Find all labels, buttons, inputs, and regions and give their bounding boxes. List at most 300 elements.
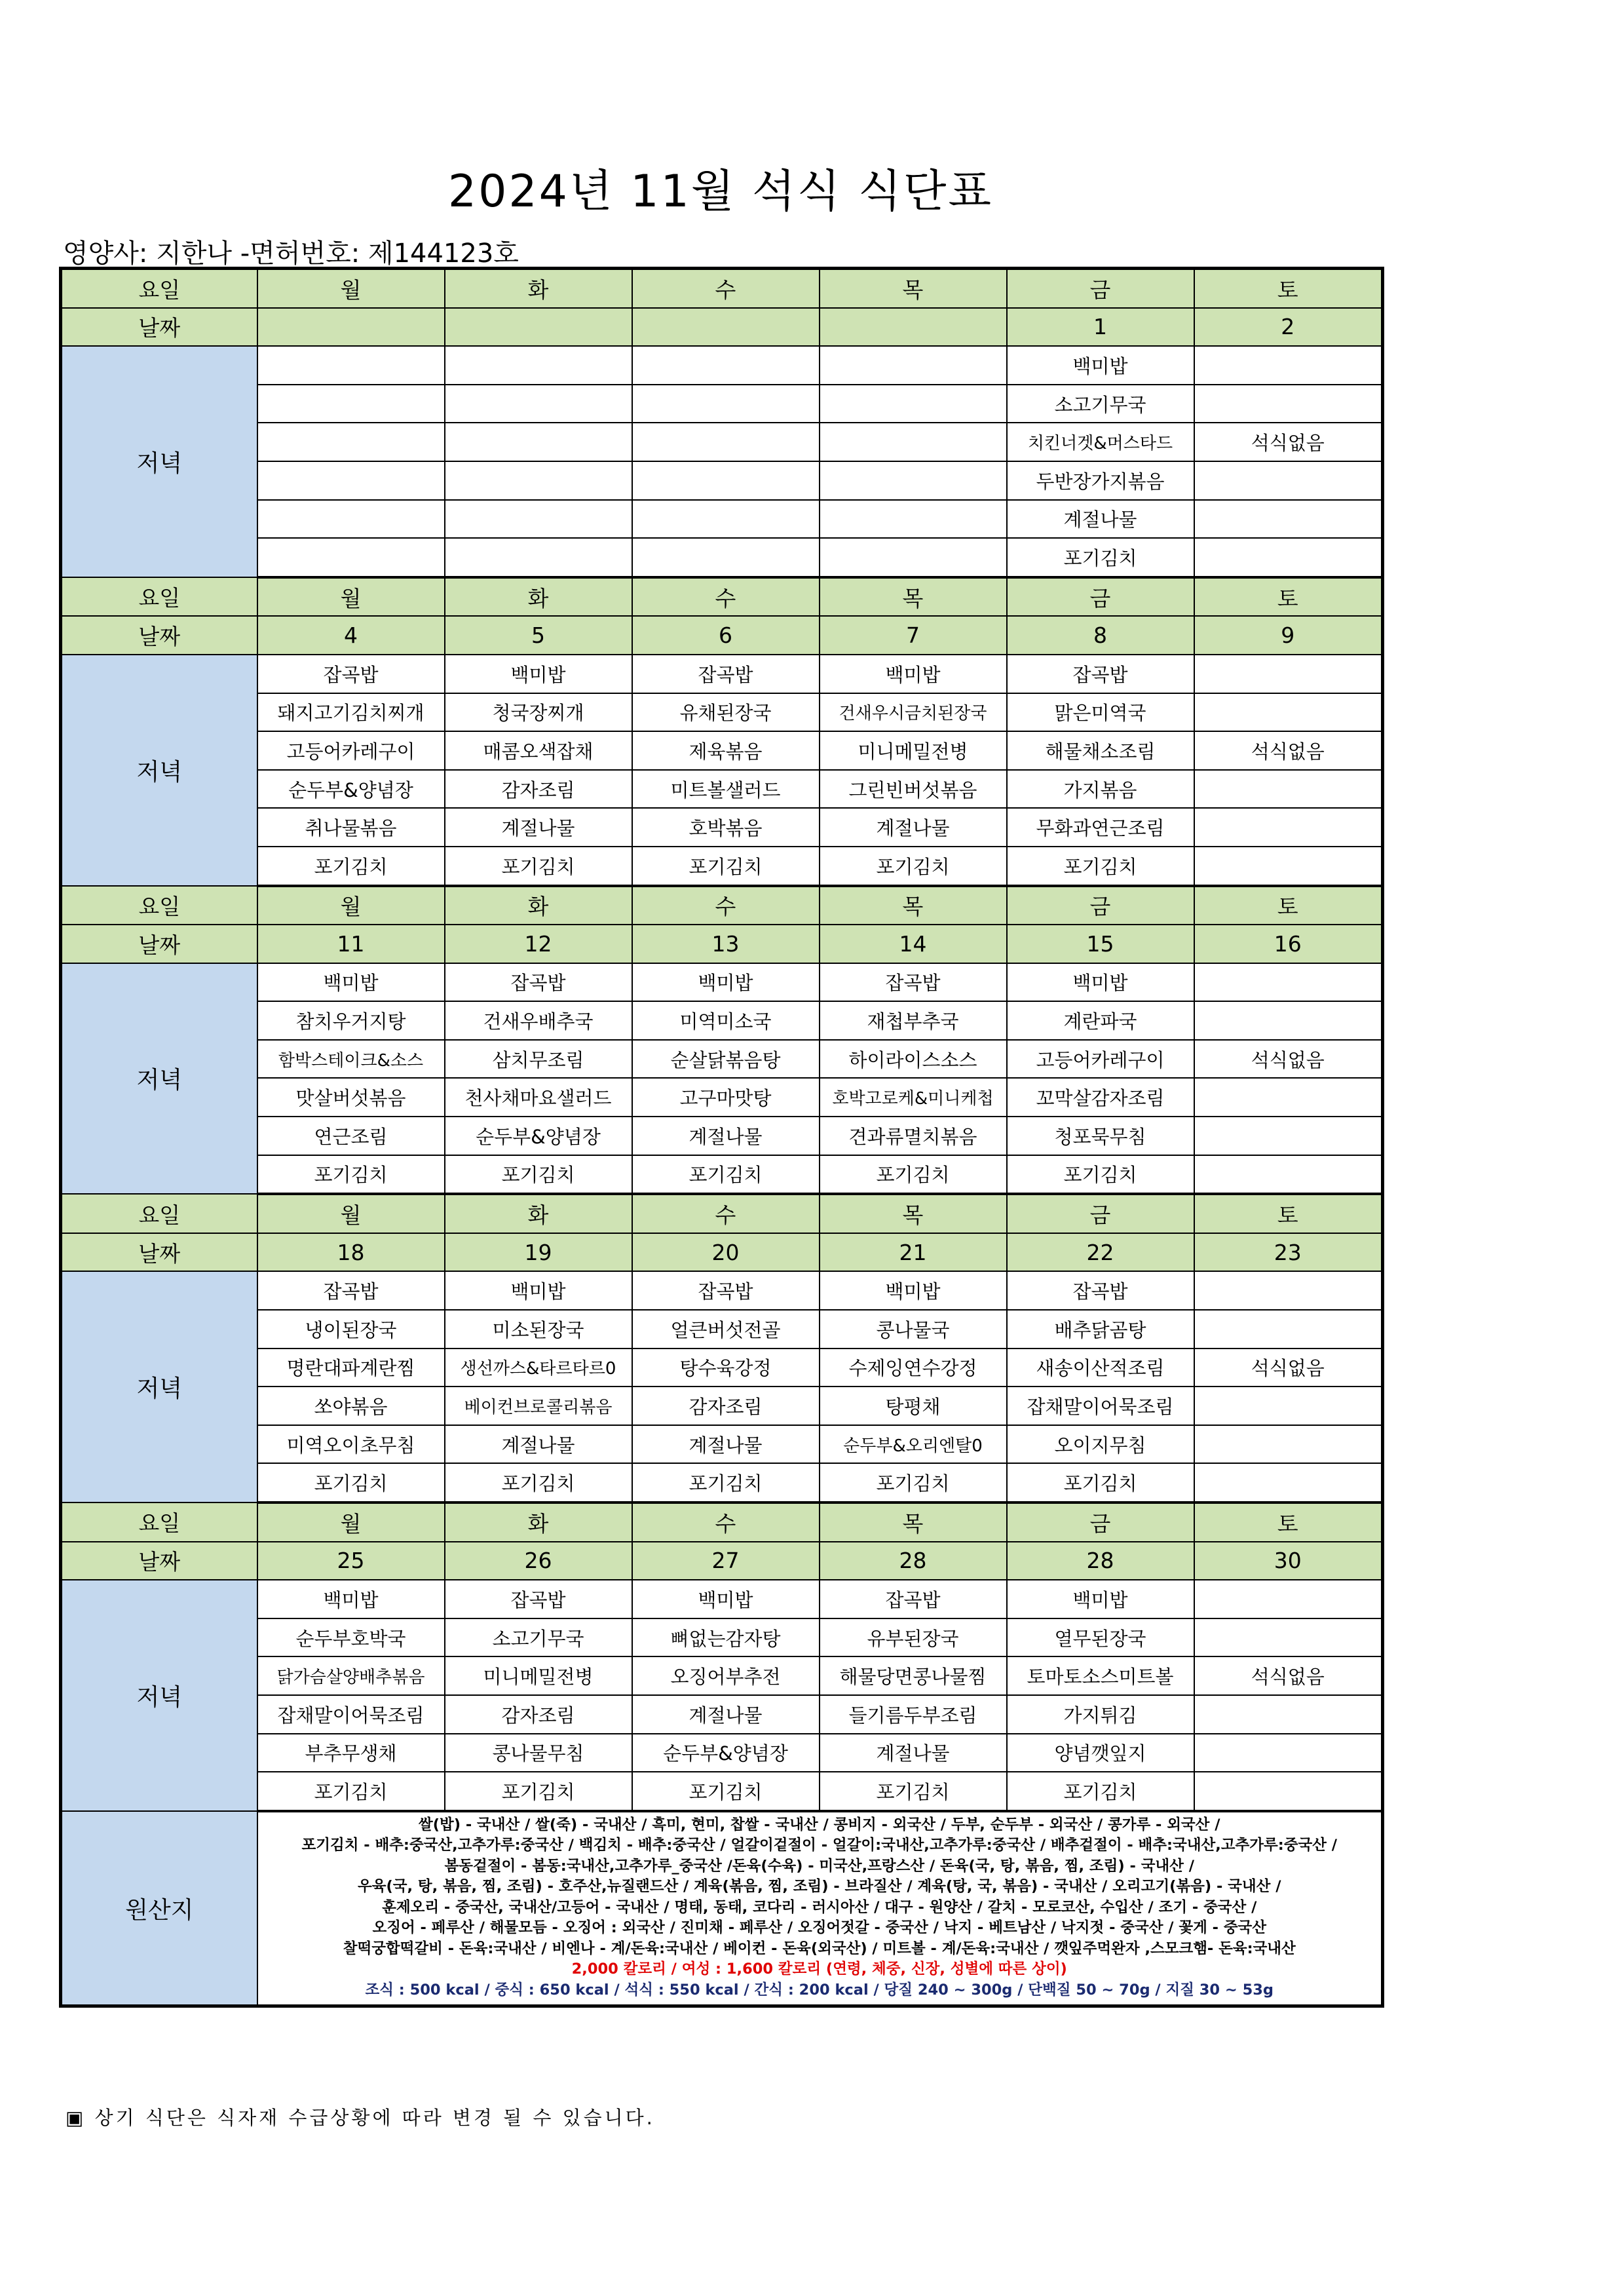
menu-item: 백미밥 xyxy=(445,1271,632,1310)
menu-item xyxy=(1194,1425,1383,1464)
menu-row xyxy=(61,1001,1383,1040)
menu-item: 호박고로케&미니케첩 xyxy=(820,1078,1007,1117)
menu-item: 소고기무국 xyxy=(445,1618,632,1657)
menu-row xyxy=(61,538,1383,577)
menu-row xyxy=(61,963,1383,1002)
dinner-label: 저녁 xyxy=(61,1580,257,1811)
menu-row xyxy=(61,1271,1383,1310)
date-cell: 30 xyxy=(1194,1542,1383,1580)
date-cell: 5 xyxy=(445,616,632,655)
menu-item: 쏘야볶음 xyxy=(257,1387,445,1425)
menu-item: 그린빈버섯볶음 xyxy=(820,770,1007,809)
weekday-cell: 수 xyxy=(632,1502,820,1542)
weekday-cell: 금 xyxy=(1007,269,1194,308)
date-cell: 1 xyxy=(1007,308,1194,347)
weekday-cell: 목 xyxy=(820,1502,1007,1542)
dinner-label: 저녁 xyxy=(61,1271,257,1502)
menu-item: 잡곡밥 xyxy=(257,1271,445,1310)
menu-item xyxy=(1194,808,1383,847)
menu-item xyxy=(1194,385,1383,423)
origin-line: 우육(국, 탕, 볶음, 찜, 조림) - 호주산,뉴질랜드산 / 계육(볶음, 찜, 조림) - 브라질산 / 계육(탕, 국, 볶음) - 국내산 / 오리고기(볶음) - 국내산 / xyxy=(358,1878,1281,1896)
menu-item: 해물당면콩나물찜 xyxy=(820,1656,1007,1695)
menu-item: 포기김치 xyxy=(632,1155,820,1195)
menu-item: 두반장가지볶음 xyxy=(1007,461,1194,500)
page-title: 2024년 11월 석식 식단표 xyxy=(447,166,994,218)
menu-item: 순두부호박국 xyxy=(257,1618,445,1657)
date-cell: 18 xyxy=(257,1233,445,1272)
menu-item xyxy=(1194,693,1383,732)
menu-item: 잡곡밥 xyxy=(820,963,1007,1002)
menu-item: 계절나물 xyxy=(632,1117,820,1155)
menu-item: 순살닭볶음탕 xyxy=(632,1040,820,1079)
origin-line: 훈제오리 - 중국산, 국내산/고등어 - 국내산 / 명태, 동태, 코다리 - 러시아산 / 대구 - 원양산 / 갈치 - 모로코산, 수입산 / 조기 - 중국산 / xyxy=(382,1898,1257,1916)
menu-item: 백미밥 xyxy=(1007,963,1194,1002)
date-cell: 9 xyxy=(1194,616,1383,655)
date-cell: 28 xyxy=(1007,1542,1194,1580)
menu-item: 천사채마요샐러드 xyxy=(445,1078,632,1117)
menu-row xyxy=(61,770,1383,809)
date-row xyxy=(61,1542,1383,1580)
menu-item: 미역오이초무침 xyxy=(257,1425,445,1464)
menu-item: 계란파국 xyxy=(1007,1001,1194,1040)
date-cell: 26 xyxy=(445,1542,632,1580)
menu-item: 콩나물국 xyxy=(820,1310,1007,1349)
weekday-cell: 토 xyxy=(1194,886,1383,925)
menu-item xyxy=(820,346,1007,385)
menu-item: 뼈없는감자탕 xyxy=(632,1618,820,1657)
date-row xyxy=(61,308,1383,347)
menu-row xyxy=(61,1656,1383,1695)
weekday-cell: 화 xyxy=(445,1194,632,1233)
menu-item: 순두부&양념장 xyxy=(445,1117,632,1155)
menu-item: 함박스테이크&소스 xyxy=(257,1040,445,1079)
menu-item xyxy=(632,423,820,461)
menu-item: 소고기무국 xyxy=(1007,385,1194,423)
menu-item: 잡곡밥 xyxy=(257,655,445,693)
menu-item: 감자조림 xyxy=(445,770,632,809)
menu-item: 고등어카레구이 xyxy=(1007,1040,1194,1079)
menu-table xyxy=(59,267,1384,2008)
menu-row xyxy=(61,808,1383,847)
menu-item: 토마토소스미트볼 xyxy=(1007,1656,1194,1695)
menu-item: 백미밥 xyxy=(445,655,632,693)
menu-item: 맑은미역국 xyxy=(1007,693,1194,732)
menu-item xyxy=(1194,1463,1383,1502)
menu-row xyxy=(61,1772,1383,1811)
menu-item: 포기김치 xyxy=(445,1463,632,1502)
menu-item: 백미밥 xyxy=(257,1580,445,1618)
menu-item xyxy=(1194,1580,1383,1618)
menu-item: 포기김치 xyxy=(632,1772,820,1811)
date-cell: 15 xyxy=(1007,925,1194,963)
menu-item: 명란대파계란찜 xyxy=(257,1349,445,1387)
menu-item: 취나물볶음 xyxy=(257,808,445,847)
origin-line: 오징어 - 페루산 / 해물모듬 - 오징어 : 외국산 / 진미채 - 페루산 / 오징어젓갈 - 중국산 / 낙지 - 베트남산 / 낙지젓 - 중국산 / 꽃게 - 중국산 xyxy=(372,1919,1267,1937)
menu-item xyxy=(820,461,1007,500)
menu-item: 백미밥 xyxy=(632,1580,820,1618)
menu-item: 탕수육강정 xyxy=(632,1349,820,1387)
menu-item: 콩나물무침 xyxy=(445,1734,632,1772)
date-cell: 28 xyxy=(820,1542,1007,1580)
menu-item: 열무된장국 xyxy=(1007,1618,1194,1657)
menu-item: 베이컨브로콜리볶음 xyxy=(445,1387,632,1425)
menu-item: 석식없음 xyxy=(1194,1349,1383,1387)
menu-row xyxy=(61,1310,1383,1349)
menu-item: 연근조림 xyxy=(257,1117,445,1155)
menu-item: 가지튀김 xyxy=(1007,1695,1194,1734)
menu-item: 재첩부추국 xyxy=(820,1001,1007,1040)
weekday-cell: 금 xyxy=(1007,1194,1194,1233)
menu-item: 치킨너겟&머스타드 xyxy=(1007,423,1194,461)
menu-item xyxy=(1194,1695,1383,1734)
menu-item xyxy=(1194,1078,1383,1117)
menu-row xyxy=(61,1425,1383,1464)
weekday-cell: 월 xyxy=(257,886,445,925)
menu-item xyxy=(1194,1734,1383,1772)
menu-item xyxy=(445,538,632,577)
menu-row xyxy=(61,461,1383,500)
menu-item: 포기김치 xyxy=(445,847,632,886)
menu-row xyxy=(61,1155,1383,1195)
weekday-row xyxy=(61,886,1383,925)
menu-item: 백미밥 xyxy=(1007,1580,1194,1618)
date-cell: 23 xyxy=(1194,1233,1383,1272)
menu-item xyxy=(820,385,1007,423)
menu-row xyxy=(61,731,1383,770)
menu-item: 석식없음 xyxy=(1194,731,1383,770)
menu-item: 석식없음 xyxy=(1194,1656,1383,1695)
menu-item: 해물채소조림 xyxy=(1007,731,1194,770)
menu-item: 잡곡밥 xyxy=(1007,1271,1194,1310)
weekday-cell: 목 xyxy=(820,886,1007,925)
menu-item: 백미밥 xyxy=(1007,346,1194,385)
menu-item: 백미밥 xyxy=(820,655,1007,693)
menu-item: 얼큰버섯전골 xyxy=(632,1310,820,1349)
date-cell: 27 xyxy=(632,1542,820,1580)
weekday-cell: 토 xyxy=(1194,1502,1383,1542)
menu-item: 미소된장국 xyxy=(445,1310,632,1349)
calorie-line: 2,000 칼로리 / 여성 : 1,600 칼로리 (연령, 체중, 신장, 성별에 따른 상이) xyxy=(571,1961,1067,1978)
menu-item: 닭가슴살양배추볶음 xyxy=(257,1656,445,1695)
menu-item: 순두부&양념장 xyxy=(632,1734,820,1772)
menu-item xyxy=(632,346,820,385)
origin-line: 찰떡궁합떡갈비 - 돈육:국내산 / 비엔나 - 계/돈육:국내산 / 베이컨 - 돈육(외국산) / 미트볼 - 계/돈육:국내산 / 깻잎주먹완자 ,스모크햄- 돈육:국내산 xyxy=(343,1940,1296,1957)
weekday-cell: 금 xyxy=(1007,577,1194,617)
weekday-cell: 금 xyxy=(1007,1502,1194,1542)
weekday-cell: 수 xyxy=(632,1194,820,1233)
date-cell: 20 xyxy=(632,1233,820,1272)
menu-item: 삼치무조림 xyxy=(445,1040,632,1079)
menu-row xyxy=(61,1695,1383,1734)
menu-item: 건새우배추국 xyxy=(445,1001,632,1040)
menu-item: 포기김치 xyxy=(445,1155,632,1195)
menu-item: 고등어카레구이 xyxy=(257,731,445,770)
menu-item: 돼지고기김치찌개 xyxy=(257,693,445,732)
menu-row xyxy=(61,1117,1383,1155)
menu-item: 포기김치 xyxy=(1007,538,1194,577)
menu-item xyxy=(1194,346,1383,385)
date-cell: 12 xyxy=(445,925,632,963)
menu-item: 유채된장국 xyxy=(632,693,820,732)
weekday-cell: 목 xyxy=(820,269,1007,308)
date-cell: 14 xyxy=(820,925,1007,963)
menu-item: 계절나물 xyxy=(632,1695,820,1734)
menu-item xyxy=(257,461,445,500)
menu-row xyxy=(61,1618,1383,1657)
weekday-label: 요일 xyxy=(61,1502,257,1542)
menu-item: 순두부&오리엔탈0 xyxy=(820,1425,1007,1464)
menu-item: 포기김치 xyxy=(257,1155,445,1195)
menu-item: 포기김치 xyxy=(1007,847,1194,886)
menu-item: 계절나물 xyxy=(632,1425,820,1464)
menu-item: 청국장찌개 xyxy=(445,693,632,732)
menu-item: 배추닭곰탕 xyxy=(1007,1310,1194,1349)
menu-item: 잡채말이어묵조림 xyxy=(257,1695,445,1734)
menu-item: 석식없음 xyxy=(1194,1040,1383,1079)
menu-item xyxy=(1194,1117,1383,1155)
menu-item: 고구마맛탕 xyxy=(632,1078,820,1117)
weekday-row xyxy=(61,1502,1383,1542)
menu-item xyxy=(1194,1387,1383,1425)
weekday-cell: 토 xyxy=(1194,1194,1383,1233)
menu-item xyxy=(820,423,1007,461)
menu-item xyxy=(1194,1772,1383,1811)
date-cell: 16 xyxy=(1194,925,1383,963)
menu-item: 미니메밀전병 xyxy=(445,1656,632,1695)
menu-item: 냉이된장국 xyxy=(257,1310,445,1349)
weekday-row xyxy=(61,577,1383,617)
menu-item: 백미밥 xyxy=(257,963,445,1002)
menu-row xyxy=(61,385,1383,423)
menu-item xyxy=(445,500,632,539)
menu-row xyxy=(61,500,1383,539)
weekday-cell: 금 xyxy=(1007,886,1194,925)
menu-item: 포기김치 xyxy=(257,1463,445,1502)
date-cell: 2 xyxy=(1194,308,1383,347)
menu-item xyxy=(632,461,820,500)
menu-item xyxy=(1194,963,1383,1002)
menu-item xyxy=(1194,1001,1383,1040)
date-cell: 22 xyxy=(1007,1233,1194,1272)
date-cell: 13 xyxy=(632,925,820,963)
menu-row xyxy=(61,1078,1383,1117)
nutrition-line: 조식 : 500 kcal / 중식 : 650 kcal / 석식 : 550 kcal / 간식 : 200 kcal / 당질 240 ~ 300g / 단백질 50 ~ 70g / 지질 30 ~ 53g xyxy=(365,1981,1274,1999)
menu-item: 잡곡밥 xyxy=(445,963,632,1002)
menu-item: 잡채말이어묵조림 xyxy=(1007,1387,1194,1425)
menu-item: 미트볼샐러드 xyxy=(632,770,820,809)
menu-row xyxy=(61,847,1383,886)
menu-item: 미니메밀전병 xyxy=(820,731,1007,770)
weekday-cell: 월 xyxy=(257,269,445,308)
date-label: 날짜 xyxy=(61,616,257,655)
menu-item: 순두부&양념장 xyxy=(257,770,445,809)
menu-row xyxy=(61,655,1383,693)
date-row xyxy=(61,1233,1383,1272)
menu-item: 제육볶음 xyxy=(632,731,820,770)
date-cell xyxy=(445,308,632,347)
date-cell: 7 xyxy=(820,616,1007,655)
menu-item: 계절나물 xyxy=(445,808,632,847)
menu-item: 오징어부추전 xyxy=(632,1656,820,1695)
origin-row xyxy=(61,1811,1383,2006)
weekday-cell: 수 xyxy=(632,886,820,925)
menu-item: 포기김치 xyxy=(632,847,820,886)
date-cell xyxy=(257,308,445,347)
weekday-cell: 월 xyxy=(257,577,445,617)
weekday-cell: 목 xyxy=(820,1194,1007,1233)
date-label: 날짜 xyxy=(61,308,257,347)
menu-item xyxy=(820,500,1007,539)
menu-item: 잡곡밥 xyxy=(1007,655,1194,693)
menu-item: 꼬막살감자조림 xyxy=(1007,1078,1194,1117)
menu-item xyxy=(1194,1618,1383,1657)
weekday-label: 요일 xyxy=(61,577,257,617)
menu-item: 참치우거지탕 xyxy=(257,1001,445,1040)
origin-label: 원산지 xyxy=(61,1811,257,2006)
menu-item: 포기김치 xyxy=(632,1463,820,1502)
date-cell: 6 xyxy=(632,616,820,655)
weekday-cell: 토 xyxy=(1194,269,1383,308)
menu-item: 계절나물 xyxy=(445,1425,632,1464)
menu-item: 포기김치 xyxy=(1007,1155,1194,1195)
menu-item: 부추무생채 xyxy=(257,1734,445,1772)
weekday-row xyxy=(61,269,1383,308)
weekday-cell: 토 xyxy=(1194,577,1383,617)
weekday-cell: 월 xyxy=(257,1502,445,1542)
menu-item: 유부된장국 xyxy=(820,1618,1007,1657)
weekday-cell: 화 xyxy=(445,886,632,925)
menu-item: 무화과연근조림 xyxy=(1007,808,1194,847)
menu-item xyxy=(632,500,820,539)
menu-item: 포기김치 xyxy=(820,1772,1007,1811)
menu-item xyxy=(1194,461,1383,500)
date-cell: 8 xyxy=(1007,616,1194,655)
menu-item: 가지볶음 xyxy=(1007,770,1194,809)
dinner-label: 저녁 xyxy=(61,963,257,1195)
weekday-cell: 수 xyxy=(632,577,820,617)
menu-item: 들기름두부조림 xyxy=(820,1695,1007,1734)
menu-row xyxy=(61,346,1383,385)
menu-item xyxy=(445,423,632,461)
dinner-label: 저녁 xyxy=(61,655,257,886)
menu-item xyxy=(1194,1155,1383,1195)
menu-item: 생선까스&타르타르0 xyxy=(445,1349,632,1387)
menu-item xyxy=(257,538,445,577)
menu-item: 백미밥 xyxy=(632,963,820,1002)
menu-item xyxy=(632,385,820,423)
menu-item: 탕평채 xyxy=(820,1387,1007,1425)
date-cell: 4 xyxy=(257,616,445,655)
menu-item xyxy=(257,385,445,423)
origin-line: 포기김치 - 배추:중국산,고추가루:중국산 / 백김치 - 배추:중국산 / 얼갈이겉절이 - 얼갈이:국내산,고추가루:중국산 / 배추겉절이 - 배추:국내산,고추가루:중국산 / xyxy=(301,1837,1337,1854)
date-cell: 11 xyxy=(257,925,445,963)
menu-item: 매콤오색잡채 xyxy=(445,731,632,770)
menu-item: 잡곡밥 xyxy=(820,1580,1007,1618)
menu-item xyxy=(1194,1310,1383,1349)
menu-item: 포기김치 xyxy=(820,1463,1007,1502)
weekday-label: 요일 xyxy=(61,269,257,308)
menu-item: 오이지무침 xyxy=(1007,1425,1194,1464)
weekday-cell: 월 xyxy=(257,1194,445,1233)
date-label: 날짜 xyxy=(61,925,257,963)
origin-line: 쌀(밥) - 국내산 / 쌀(죽) - 국내산 / 흑미, 현미, 찹쌀 - 국내산 / 콩비지 - 외국산 / 두부, 순두부 - 외국산 / 콩가루 - 외국산 / xyxy=(419,1816,1220,1833)
menu-item: 미역미소국 xyxy=(632,1001,820,1040)
menu-item: 감자조림 xyxy=(445,1695,632,1734)
menu-item: 잡곡밥 xyxy=(632,655,820,693)
weekday-cell: 화 xyxy=(445,1502,632,1542)
dietitian-info: 영양사: 지한나 -면허번호: 제144123호 xyxy=(63,239,519,269)
menu-row xyxy=(61,1387,1383,1425)
weekday-cell: 화 xyxy=(445,269,632,308)
menu-item: 잡곡밥 xyxy=(445,1580,632,1618)
footnote: ▣ 상기 식단은 식자재 수급상황에 따라 변경 될 수 있습니다. xyxy=(66,2107,655,2129)
menu-item: 포기김치 xyxy=(820,847,1007,886)
menu-item: 포기김치 xyxy=(257,1772,445,1811)
origin-info xyxy=(257,1811,1383,2006)
date-cell xyxy=(820,308,1007,347)
weekday-row xyxy=(61,1194,1383,1233)
menu-row xyxy=(61,1349,1383,1387)
menu-item xyxy=(1194,655,1383,693)
menu-item: 계절나물 xyxy=(1007,500,1194,539)
menu-item xyxy=(257,423,445,461)
menu-item xyxy=(1194,770,1383,809)
date-row xyxy=(61,925,1383,963)
menu-item: 포기김치 xyxy=(820,1155,1007,1195)
weekday-cell: 수 xyxy=(632,269,820,308)
date-label: 날짜 xyxy=(61,1233,257,1272)
menu-item: 석식없음 xyxy=(1194,423,1383,461)
menu-row xyxy=(61,1580,1383,1618)
origin-line: 봄동겉절이 - 봄동:국내산,고추가루_중국산 /돈육(수육) - 미국산,프랑스산 / 돈육(국, 탕, 볶음, 찜, 조림) - 국내산 / xyxy=(444,1857,1194,1875)
menu-item xyxy=(257,346,445,385)
dinner-label: 저녁 xyxy=(61,346,257,577)
date-row xyxy=(61,616,1383,655)
menu-row xyxy=(61,423,1383,461)
weekday-cell: 목 xyxy=(820,577,1007,617)
date-cell: 21 xyxy=(820,1233,1007,1272)
menu-item: 포기김치 xyxy=(1007,1463,1194,1502)
menu-item: 포기김치 xyxy=(1007,1772,1194,1811)
menu-item: 수제잉연수강정 xyxy=(820,1349,1007,1387)
weekday-cell: 화 xyxy=(445,577,632,617)
menu-item: 맛살버섯볶음 xyxy=(257,1078,445,1117)
date-cell xyxy=(632,308,820,347)
menu-item xyxy=(1194,847,1383,886)
weekday-label: 요일 xyxy=(61,886,257,925)
menu-item: 포기김치 xyxy=(445,1772,632,1811)
menu-item: 견과류멸치볶음 xyxy=(820,1117,1007,1155)
menu-row xyxy=(61,693,1383,732)
menu-item: 포기김치 xyxy=(257,847,445,886)
menu-item: 하이라이스소스 xyxy=(820,1040,1007,1079)
menu-item: 감자조림 xyxy=(632,1387,820,1425)
menu-item xyxy=(445,385,632,423)
menu-item xyxy=(632,538,820,577)
menu-item: 잡곡밥 xyxy=(632,1271,820,1310)
menu-item xyxy=(445,346,632,385)
menu-item xyxy=(257,500,445,539)
menu-item: 양념깻잎지 xyxy=(1007,1734,1194,1772)
menu-item xyxy=(445,461,632,500)
menu-item xyxy=(1194,538,1383,577)
menu-item xyxy=(1194,1271,1383,1310)
menu-item: 계절나물 xyxy=(820,1734,1007,1772)
date-cell: 19 xyxy=(445,1233,632,1272)
menu-item: 계절나물 xyxy=(820,808,1007,847)
menu-item: 건새우시금치된장국 xyxy=(820,693,1007,732)
date-label: 날짜 xyxy=(61,1542,257,1580)
